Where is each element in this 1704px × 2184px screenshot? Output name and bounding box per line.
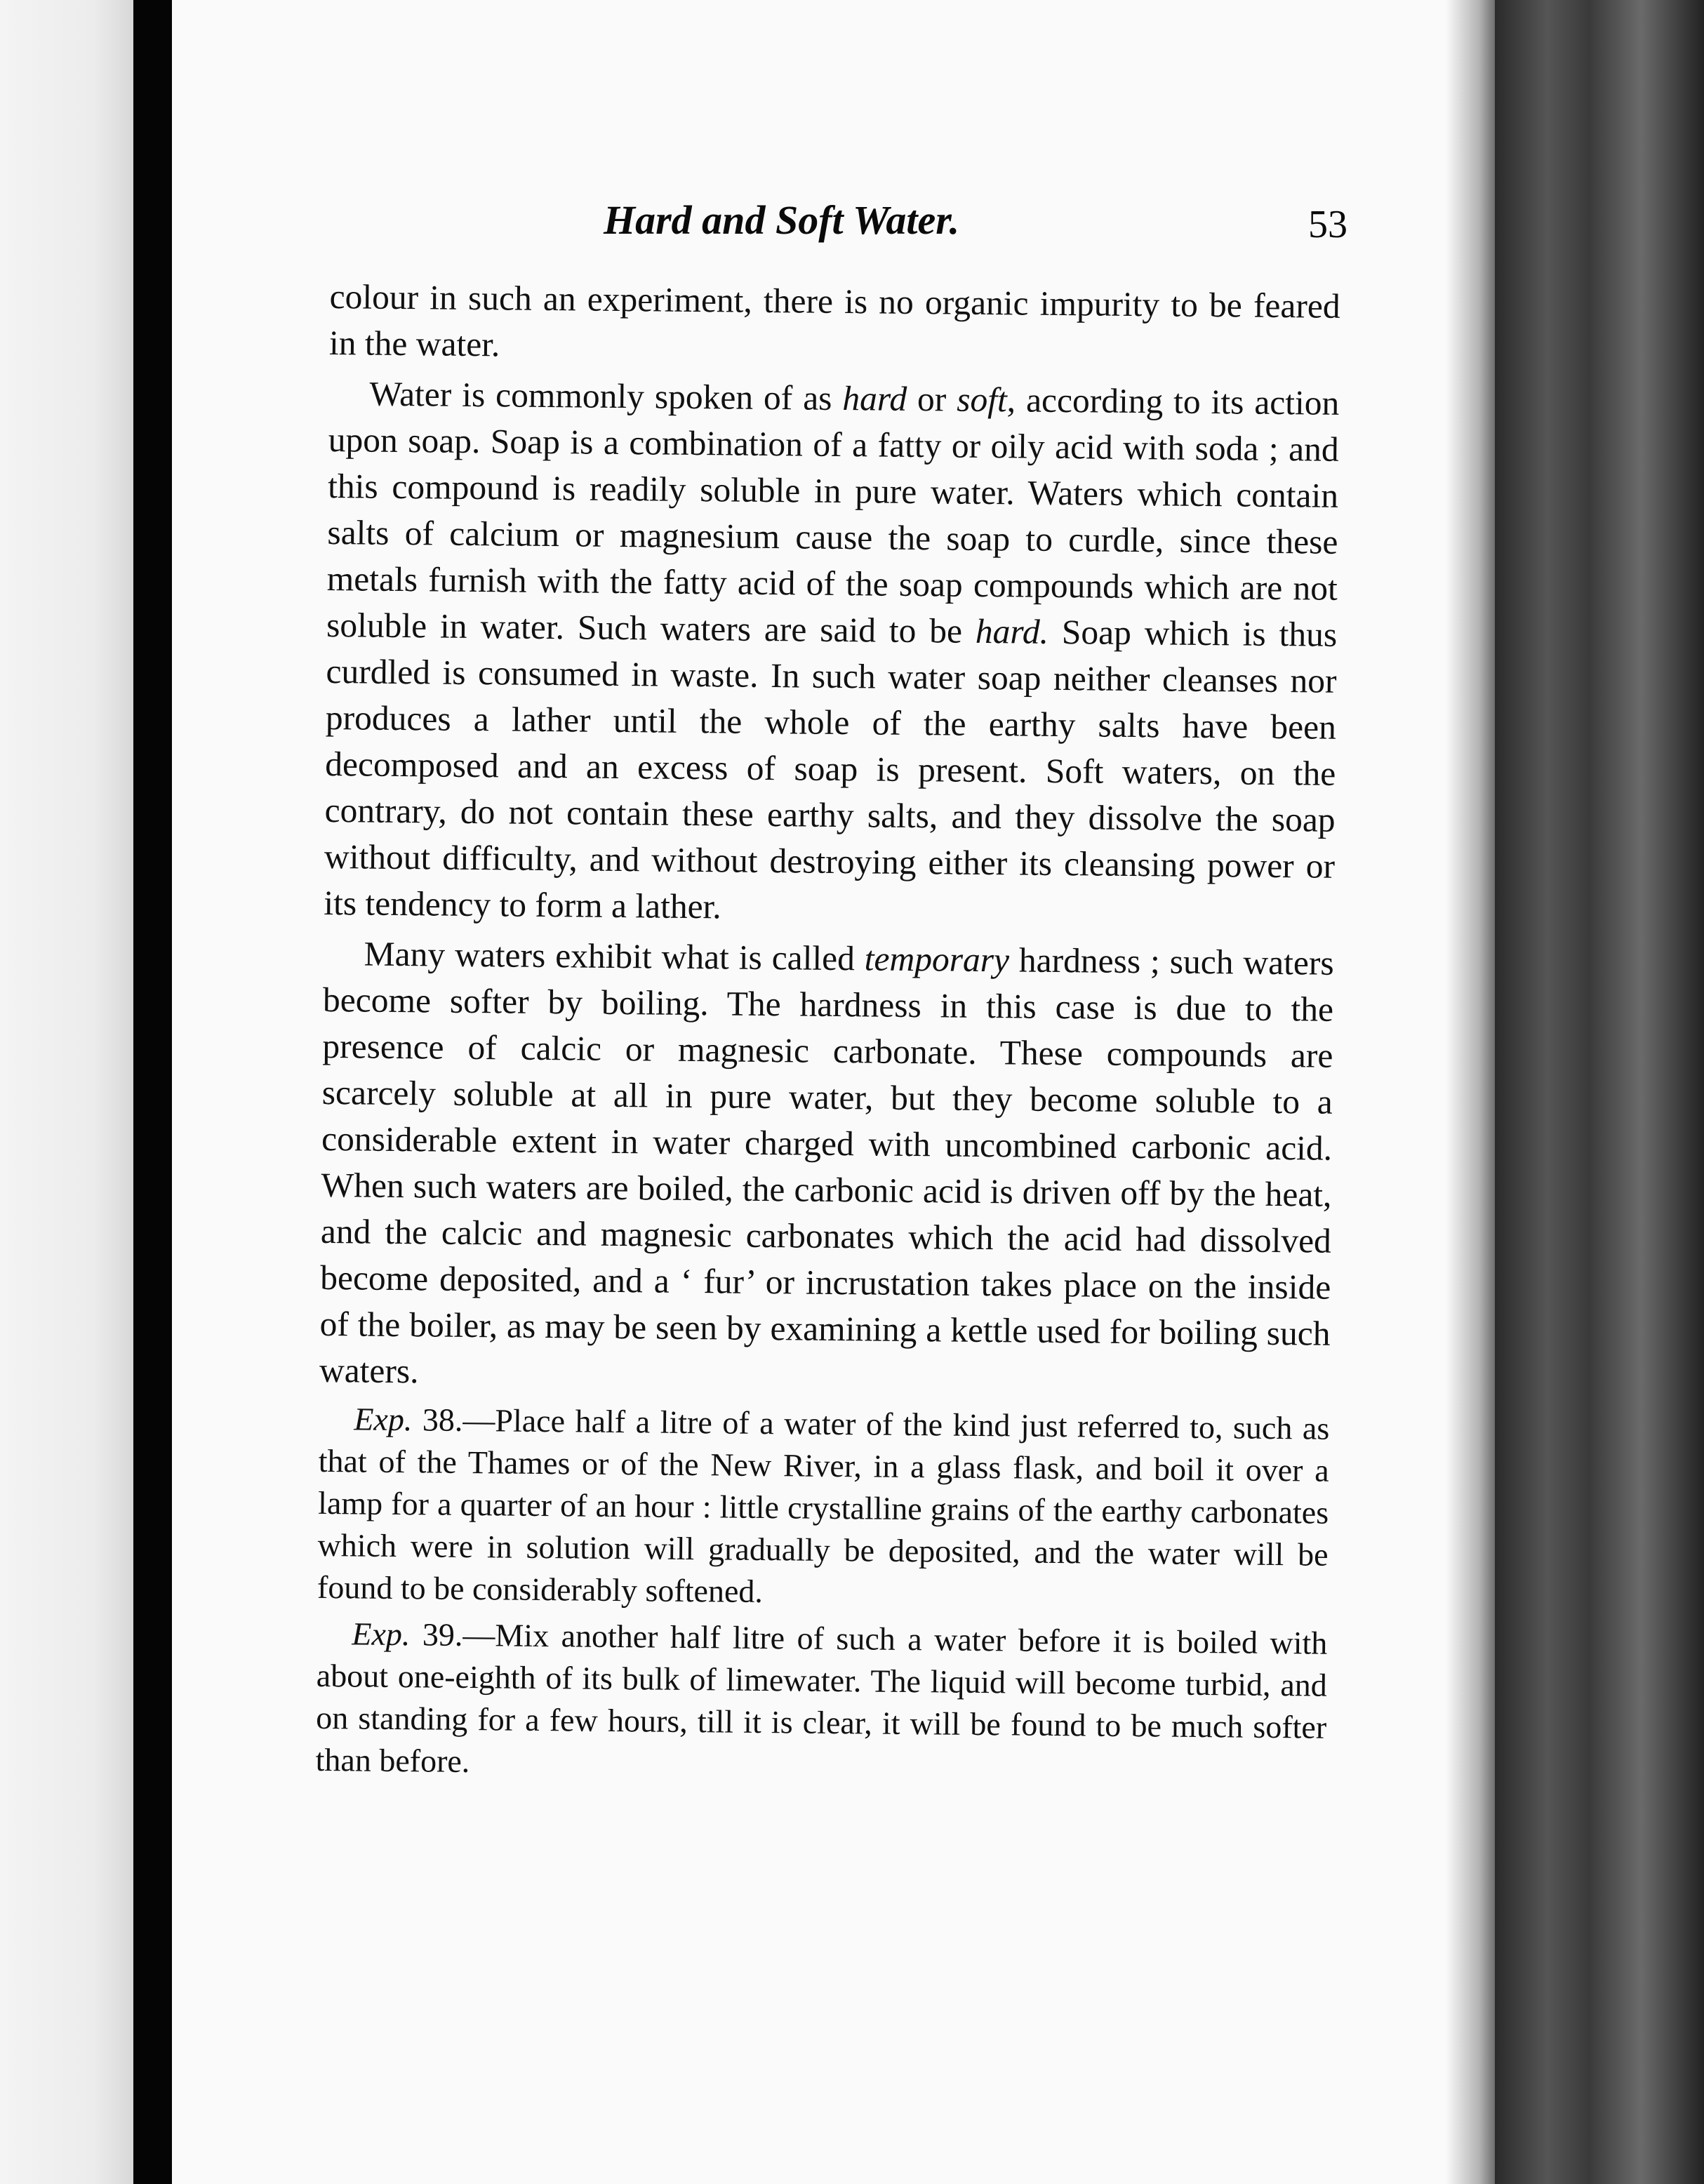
page-header	[604, 197, 1347, 253]
facing-page-edge	[0, 0, 133, 2184]
page-edge-shadow	[1446, 0, 1502, 2184]
experiment-38	[317, 1398, 1330, 1618]
book-gutter	[133, 0, 172, 2184]
paragraph-text: hardness ; such waters become softer by boiling. The hardness in this case is due to the presence of calcic or magnesic carbonate. These compounds are scarcely soluble at all in pure water, but they become soluble to a considerable extent in water charged with uncombined carbonic acid. When such waters are boiled, the carbonic acid is driven off by the heat, and the calcic and magnesic carbonates which the acid had dissolved become deposited, and a ‘ fur’ or incrustation takes place on the inside of the boiler, as may be seen by examining a kettle used for boiling such waters.	[319, 940, 1334, 1391]
experiment-label: Exp.	[352, 1616, 411, 1653]
paragraph-text: , according to its action upon soap. Soap is a combination of a fatty or oily acid with soda ; and this compound is readily soluble in pure water. Waters which contain salts of calcium or magnesium cause the soap to curdle, since these metals furnish with the fatty acid of the soap compounds which are not soluble in water. Such waters are said to be	[326, 380, 1340, 651]
paragraph-temporary-hardness	[319, 931, 1334, 1404]
paragraph-text: or	[906, 379, 957, 419]
book-block-edge	[1495, 0, 1704, 2184]
paragraph-hard-soft	[324, 371, 1340, 936]
experiment-label: Exp.	[354, 1401, 413, 1438]
emphasis-soft: soft	[956, 380, 1008, 420]
experiment-text: 38.—Place half a litre of a water of the kind just referred to, such as that of the Thames or of the New River, in a glass flask, and boil it over a lamp for a quarter of an hour : little crystalline grains of the earthy carbonates which were in solution will gradually be deposited, and the water will be found to be considerably softened.	[317, 1401, 1330, 1610]
paragraph-text: colour in such an experiment, there is no organic impurity to be feared in the water.	[328, 277, 1340, 364]
experiment-39	[315, 1613, 1327, 1791]
page-number: 53	[1308, 203, 1347, 246]
running-head: Hard and Soft Water.	[604, 197, 960, 243]
emphasis-hard: hard	[842, 379, 907, 418]
experiment-text: 39.—Mix another half litre of such a water before it is boiled with about one-eighth of its bulk of limewater. The liquid will become turbid, and on standing for a few hours, till it is clear, it will be found to be much softer than before.	[315, 1616, 1328, 1780]
paragraph-text: Soap which is thus curdled is consumed in waste. In such water soap neither cleanses nor produces a lather until the whole of the earthy salts have been decomposed and an excess of soap is present. Soft waters, on the contrary, do not contain these earthy salts, and they dissolve the soap without difficulty, and without destroying either its cleansing power or its tendency to form a lather.	[324, 612, 1338, 926]
paragraph-text: Water is commonly spoken of as	[369, 374, 843, 418]
paragraph-text: Many waters exhibit what is called	[364, 934, 865, 978]
page-body	[315, 274, 1340, 1795]
paragraph-continuation	[329, 274, 1340, 376]
emphasis-temporary: temporary	[864, 939, 1010, 980]
emphasis-hard: hard.	[975, 611, 1049, 651]
